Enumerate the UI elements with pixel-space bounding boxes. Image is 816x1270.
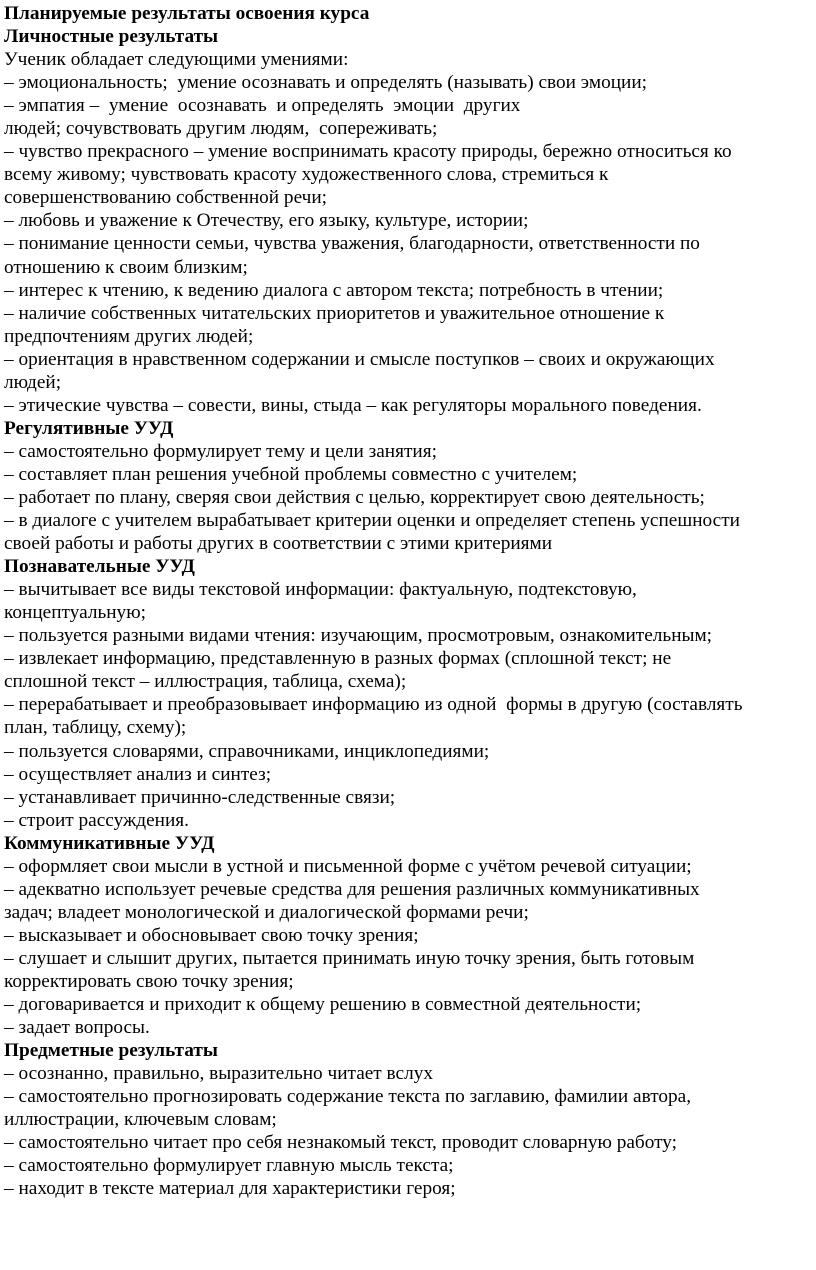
- text-line: отношению к своим близким;: [4, 256, 248, 278]
- text-line: людей; сочувствовать другим людям, сопереживать;: [4, 118, 438, 140]
- text-line: – этические чувства – совести, вины, стыда – как регуляторы морального поведения.: [4, 394, 702, 416]
- text-line: людей;: [4, 371, 62, 393]
- text-line: – извлекает информацию, представленную в разных формах (сплошной текст; не: [4, 648, 672, 670]
- text-line: корректировать свою точку зрения;: [4, 970, 294, 992]
- text-line: – осознанно, правильно, выразительно читает вслух: [4, 1063, 434, 1085]
- text-line: – составляет план решения учебной проблемы совместно с учителем;: [4, 463, 578, 485]
- text-line: – пользуется словарями, справочниками, инциклопедиями;: [4, 740, 490, 762]
- personal-results-section: [4, 25, 814, 417]
- text-line: – строит рассуждения.: [4, 809, 189, 831]
- text-line: – оформляет свои мысли в устной и письменной форме с учётом речевой ситуации;: [4, 855, 692, 877]
- subject-results-section: [4, 1039, 814, 1200]
- text-line: – самостоятельно читает про себя незнакомый текст, проводит словарную работу;: [4, 1132, 678, 1154]
- text-line: – в диалоге с учителем вырабатывает критерии оценки и определяет степень успешности: [4, 510, 740, 532]
- text-line: – работает по плану, сверяя свои действия с целью, корректирует свою деятельность;: [4, 486, 705, 508]
- text-line: – самостоятельно формулирует тему и цели занятия;: [4, 440, 437, 462]
- subject-results-heading: Предметные результаты: [4, 1040, 218, 1062]
- text-line: – любовь и уважение к Отечеству, его языку, культуре, истории;: [4, 210, 529, 232]
- text-line: – устанавливает причинно-следственные связи;: [4, 786, 396, 808]
- communicative-section: [4, 832, 814, 1039]
- cognitive-section: [4, 555, 814, 832]
- text-line: – вычитывает все виды текстовой информации: фактуальную, подтекстовую,: [4, 579, 637, 601]
- communicative-heading: Коммуникативные УУД: [4, 832, 215, 854]
- text-line: – адекватно использует речевые средства для решения различных коммуникативных: [4, 878, 700, 900]
- document-title: Планируемые результаты освоения курса: [4, 3, 370, 24]
- text-line: – слушает и слышит других, пытается принимать иную точку зрения, быть готовым: [4, 947, 695, 969]
- text-line: – понимание ценности семьи, чувства уважения, благодарности, ответственности по: [4, 233, 700, 255]
- text-line: – договаривается и приходит к общему решению в совместной деятельности;: [4, 994, 642, 1016]
- text-line: – перерабатывает и преобразовывает информацию из одной формы в другую (составлять: [4, 694, 743, 716]
- text-line: – находит в тексте материал для характеристики героя;: [4, 1178, 456, 1200]
- personal-results-intro: Ученик обладает следующими умениями:: [4, 49, 349, 71]
- text-line: всему живому; чувствовать красоту художественного слова, стремиться к: [4, 164, 609, 186]
- personal-results-heading: Личностные результаты: [4, 26, 219, 48]
- text-line: – самостоятельно формулирует главную мысль текста;: [4, 1155, 454, 1177]
- text-line: – эмоциональность; умение осознавать и определять (называть) свои эмоции;: [4, 72, 648, 94]
- text-line: концептуальную;: [4, 602, 146, 624]
- text-line: – эмпатия – умение осознавать и определять эмоции других: [4, 95, 521, 117]
- text-line: своей работы и работы других в соответствии с этими критериями: [4, 533, 553, 555]
- text-line: план, таблицу, схему);: [4, 717, 187, 739]
- text-line: совершенствованию собственной речи;: [4, 187, 328, 209]
- regulatory-heading: Регулятивные УУД: [4, 417, 174, 439]
- text-line: – наличие собственных читательских приоритетов и уважительное отношение к: [4, 302, 665, 324]
- text-line: – задает вопросы.: [4, 1017, 150, 1039]
- text-line: – пользуется разными видами чтения: изучающим, просмотровым, ознакомительным;: [4, 625, 713, 647]
- text-line: иллюстрации, ключевым словам;: [4, 1109, 277, 1131]
- text-line: – осуществляет анализ и синтез;: [4, 763, 272, 785]
- cognitive-heading: Познавательные УУД: [4, 556, 195, 578]
- text-line: – высказывает и обосновывает свою точку зрения;: [4, 924, 419, 946]
- text-line: задач; владеет монологической и диалогической формами речи;: [4, 901, 529, 923]
- text-line: предпочтениям других людей;: [4, 325, 254, 347]
- text-line: – ориентация в нравственном содержании и смысле поступков – своих и окружающих: [4, 348, 715, 370]
- text-line: сплошной текст – иллюстрация, таблица, схема);: [4, 671, 407, 693]
- text-line: – интерес к чтению, к ведению диалога с автором текста; потребность в чтении;: [4, 279, 664, 301]
- text-line: – чувство прекрасного – умение воспринимать красоту природы, бережно относиться ко: [4, 141, 732, 163]
- text-line: – самостоятельно прогнозировать содержание текста по заглавию, фамилии автора,: [4, 1086, 692, 1108]
- regulatory-section: [4, 417, 814, 555]
